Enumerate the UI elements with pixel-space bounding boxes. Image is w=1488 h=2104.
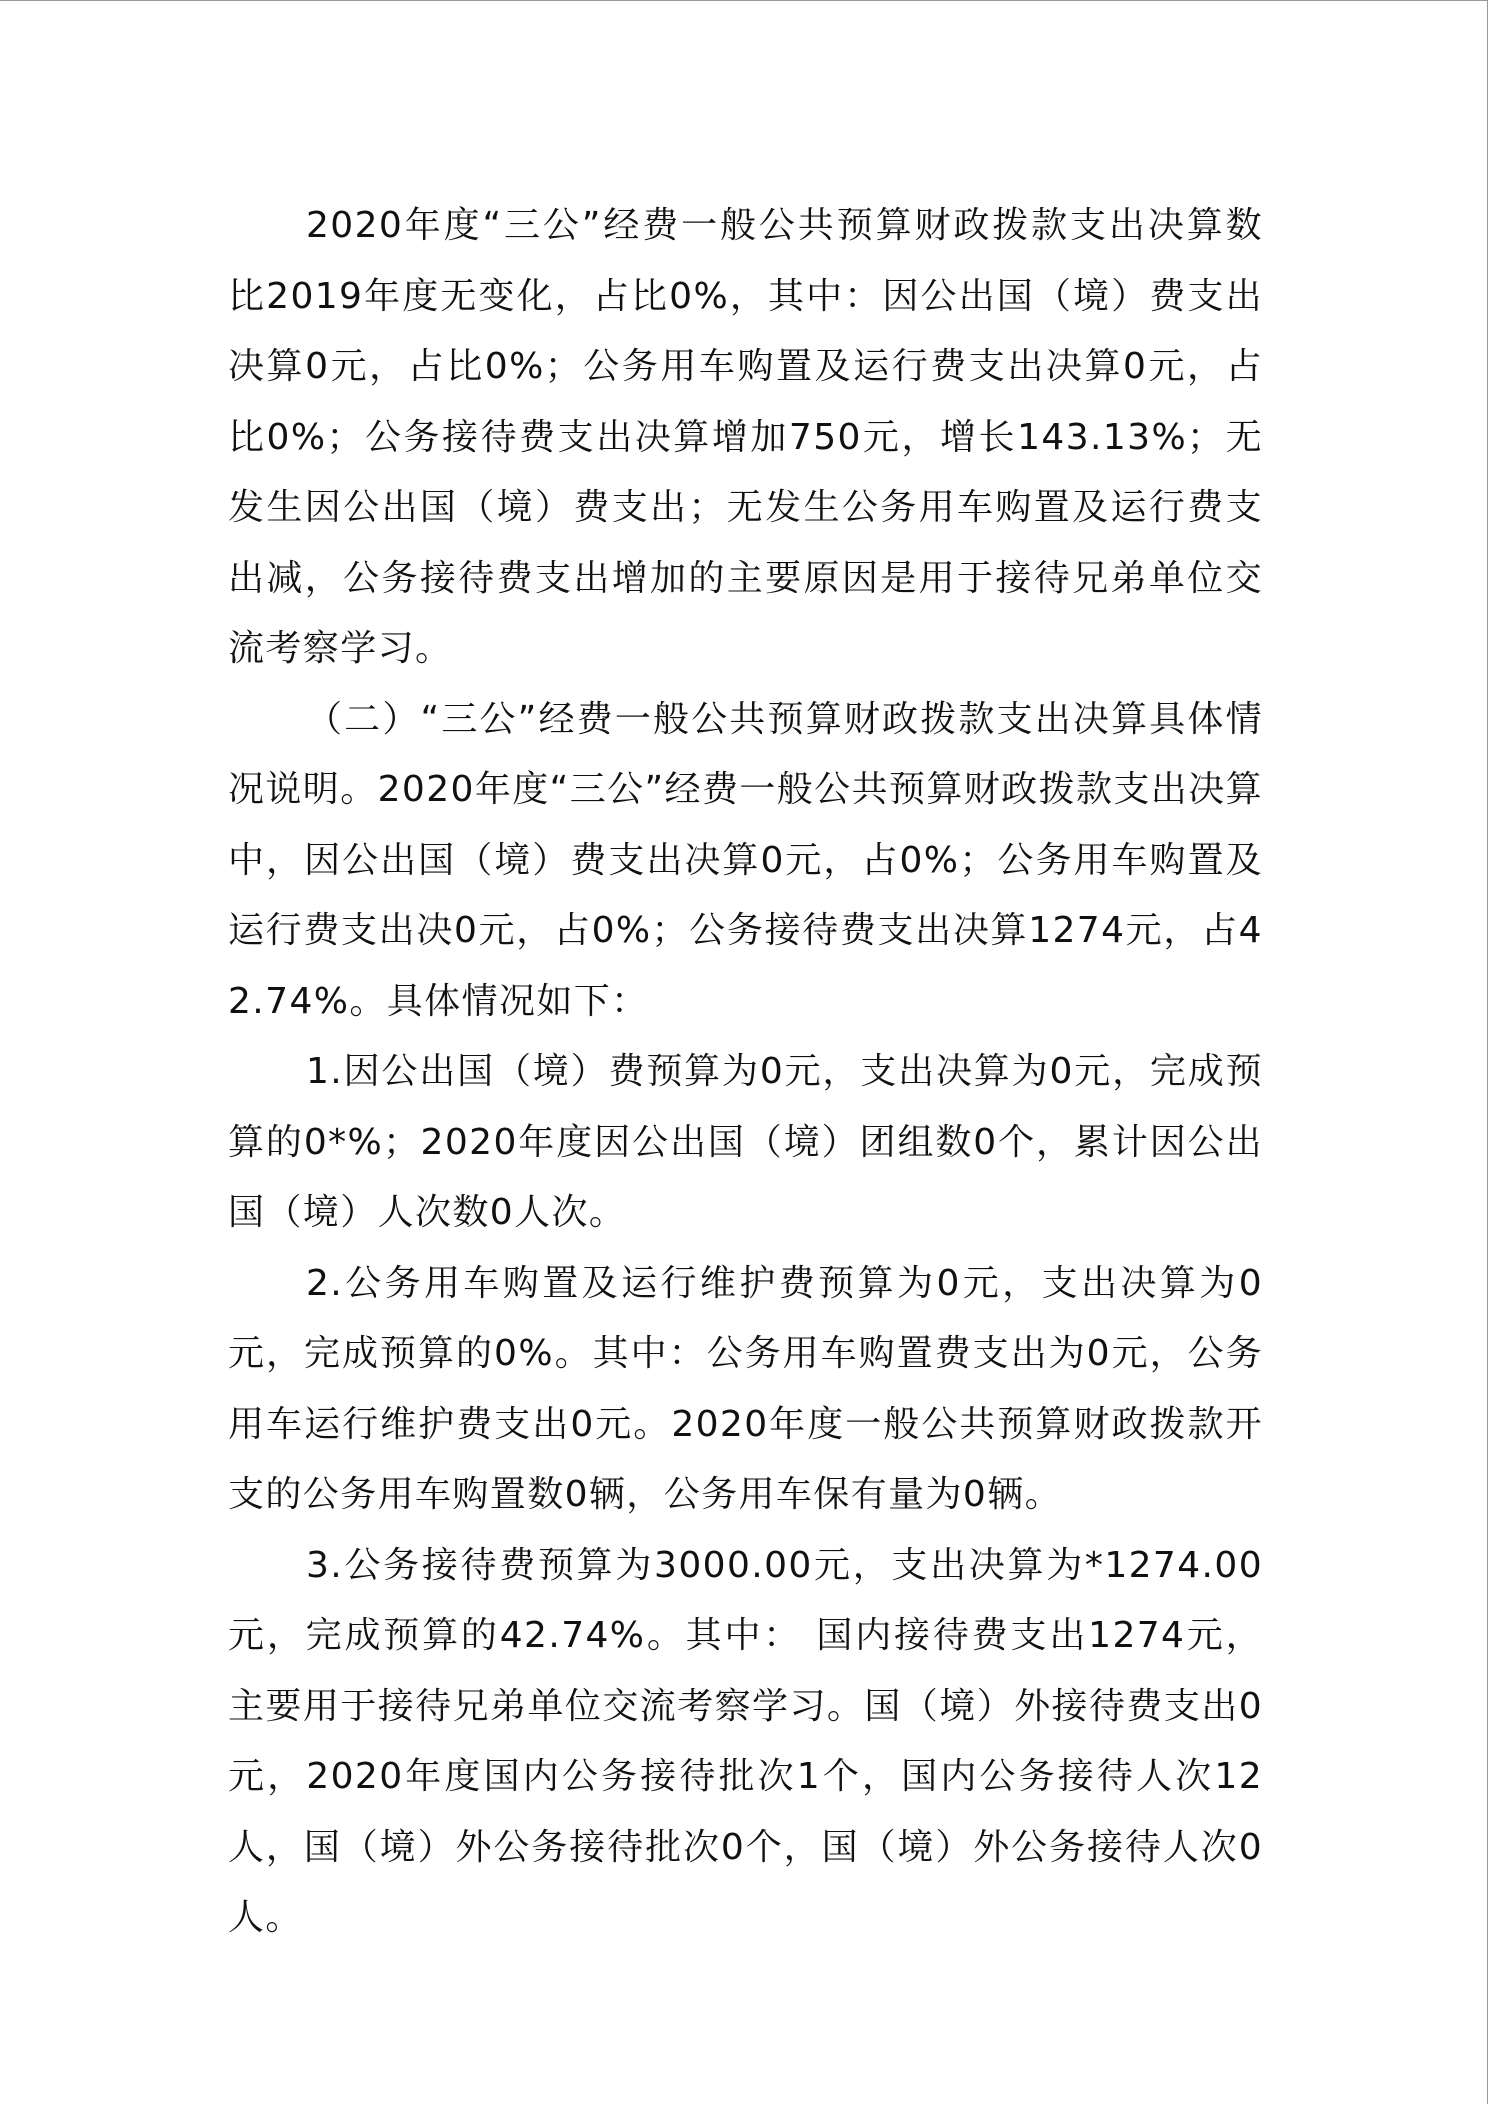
paragraph-item-2: 2.公务用车购置及运行维护费预算为0元，支出决算为0元，完成预算的0%。其中：公务用车购置费支出为0元，公务用车运行维护费支出0元。2020年度一般公共预算财政拨款开支的公务用车购置数0辆，公务用车保有量为0辆。 (228, 1262, 1263, 1515)
paragraph-item-3: 3.公务接待费预算为3000.00元，支出决算为*1274.00元，完成预算的42.74%。其中： 国内接待费支出1274元，主要用于接待兄弟单位交流考察学习。国（境）外接待费支出0元，2020年度国内公务接待批次1个，国内公务接待人次12人，国（境）外公务接待批次0个，国（境）外公务接待人次0人。 (228, 1544, 1263, 1938)
paragraph-section-two: （二）“三公”经费一般公共预算财政拨款支出决算具体情况说明。2020年度“三公”经费一般公共预算财政拨款支出决算中，因公出国（境）费支出决算0元，占0%；公务用车购置及运行费支出决0元，占0%；公务接待费支出决算1274元，占42.74%。具体情况如下： (228, 698, 1263, 1022)
document-body (228, 191, 1263, 1954)
paragraph-item-1: 1.因公出国（境）费预算为0元，支出决算为0元，完成预算的0*%；2020年度因公出国（境）团组数0个，累计因公出国（境）人次数0人次。 (228, 1051, 1263, 1233)
paragraph-summary: 2020年度“三公”经费一般公共预算财政拨款支出决算数比2019年度无变化，占比0%，其中：因公出国（境）费支出决算0元，占比0%；公务用车购置及运行费支出决算0元，占比0%；公务接待费支出决算增加750元，增长143.13%；无发生因公出国（境）费支出；无发生公务用车购置及运行费支出减，公务接待费支出增加的主要原因是用于接待兄弟单位交流考察学习。 (228, 205, 1263, 669)
